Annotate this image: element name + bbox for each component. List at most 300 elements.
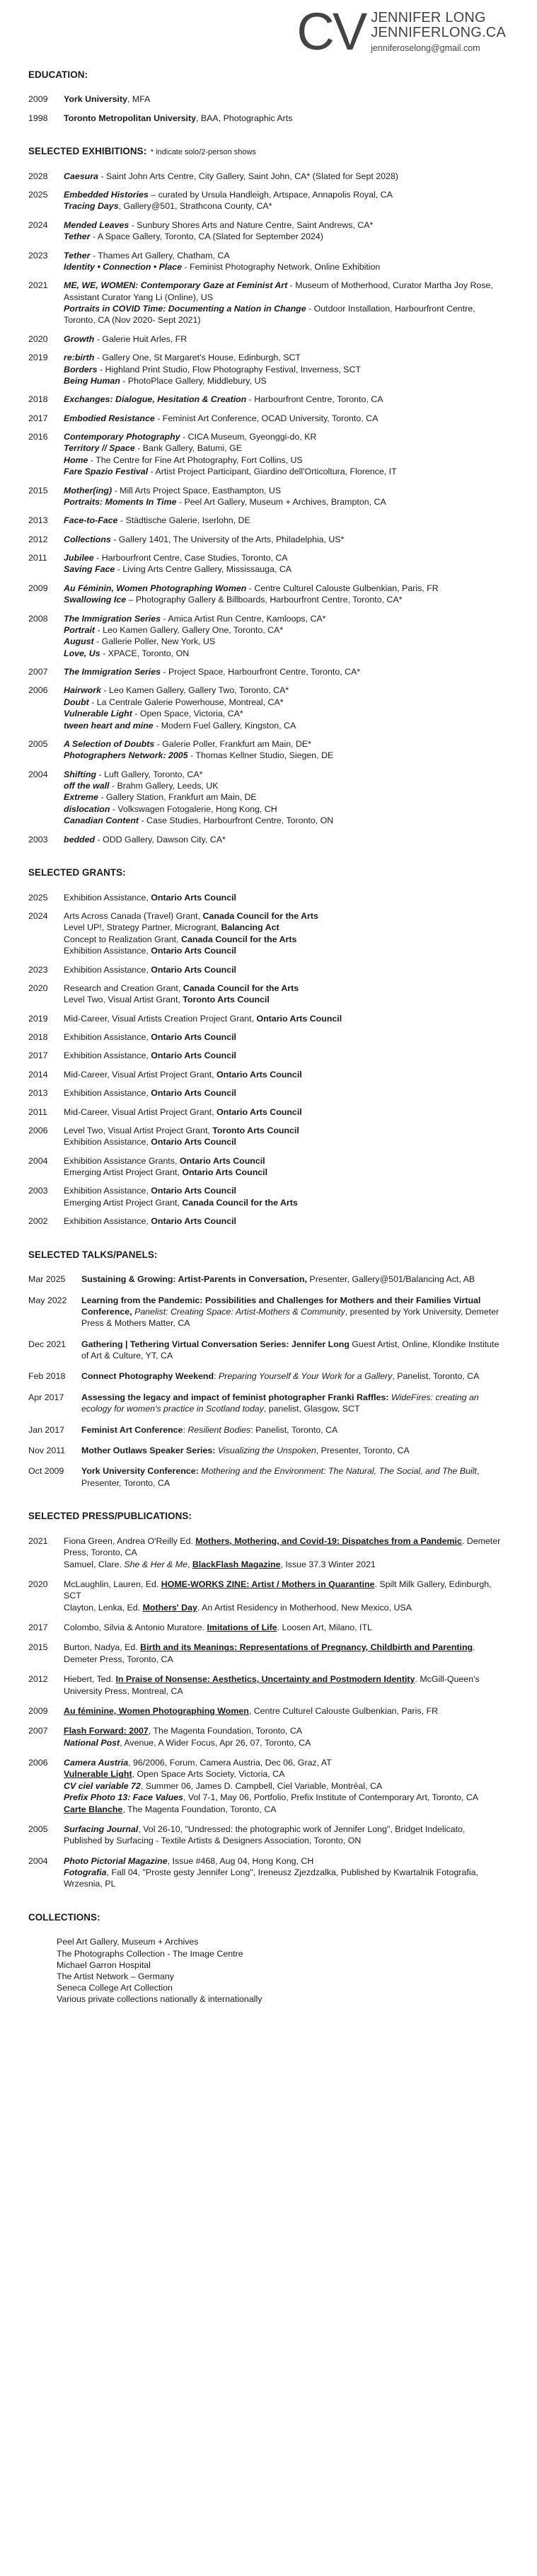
- entry-text: , The Magenta Foundation, Toronto, CA: [122, 1804, 277, 1814]
- entry-year: 2009: [28, 1705, 48, 1716]
- entry-text: Collections: [64, 534, 111, 544]
- entry-text: - Bank Gallery, Batumi, GE: [134, 443, 243, 454]
- entry-line: [64, 563, 506, 575]
- entry-text: , Avenue, A Wider Focus, Apr 26, 07, Toronto, CA: [120, 1737, 311, 1748]
- entry-text: Ontario Arts Council: [151, 1137, 236, 1147]
- entry-year: 2021: [28, 280, 48, 291]
- entry-text: Exhibition Assistance,: [64, 1186, 151, 1196]
- entry-line: [64, 1215, 506, 1227]
- entry-text: Mended Leaves: [64, 219, 129, 230]
- entry-text: Canada Council for the Arts: [182, 1197, 298, 1208]
- entry-line: [64, 375, 506, 387]
- entry-year: 2003: [28, 1186, 48, 1196]
- entry-year: 2014: [28, 1069, 48, 1080]
- entry-text: - Sunbury Shores Arts and Nature Centre, Saint Andrews, CA*: [129, 219, 374, 230]
- entry-text: - Highland Print Studio, Flow Photography Festival, Inverness, SCT: [97, 364, 362, 374]
- entry-text: Level UP!, Strategy Partner, Microgrant,: [64, 922, 221, 933]
- cv-entry: [28, 910, 506, 957]
- entry-text: McLaughlin, Lauren, Ed.: [64, 1579, 161, 1589]
- entry-line: [64, 552, 506, 563]
- entry-body: [64, 394, 506, 405]
- entry-text: Ontario Arts Council: [151, 964, 236, 975]
- cv-entry: [28, 534, 506, 545]
- entry-text: Feminist Art Conference: [81, 1424, 183, 1435]
- entry-line: [81, 1295, 506, 1329]
- entry-text: , Fall 04, "Proste gesty Jennifer Long", Ireneusz Zjezdzalka, Published by Kwartalnik Fotografia, Wrzesnia, PL: [64, 1867, 478, 1889]
- entry-text: - Saint John Arts Centre, City Gallery, Saint John, CA* (Slated for Sept 2028): [98, 171, 398, 181]
- entry-text: ,: [187, 1559, 192, 1569]
- entry-text: - Amica Artist Run Centre, Kamloops, CA*: [161, 613, 326, 624]
- entry-text: Ontario Arts Council: [151, 1088, 236, 1099]
- publication-title-link[interactable]: In Praise of Nonsense: Aesthetics, Uncertainty and Postmodern Identity: [115, 1674, 415, 1685]
- press-section: [28, 1510, 506, 1890]
- cv-entry: [28, 280, 506, 326]
- section-title: SELECTED PRESS/PUBLICATIONS:: [28, 1511, 192, 1522]
- entry-body: [64, 485, 506, 508]
- cv-entry: [28, 1013, 506, 1024]
- entry-line: [64, 983, 506, 994]
- publication-title-link[interactable]: Mothers, Mothering, and Covid-19: Dispatches from a Pandemic: [195, 1535, 462, 1546]
- entry-line: [64, 1125, 506, 1136]
- entry-text: Identity • Connection • Place: [64, 261, 183, 272]
- entry-text: Exhibition Assistance,: [64, 1032, 151, 1043]
- entry-text: Learning from the Pandemic: Possibilities and Challenges for Mothers and their Families Virtual Conference,: [81, 1295, 481, 1317]
- cv-entry: [28, 1757, 506, 1815]
- entry-text: - Brahm Gallery, Leeds, UK: [109, 781, 219, 791]
- cv-entry: [28, 113, 506, 124]
- entry-body: [64, 219, 506, 243]
- entry-text: Exchanges: Dialogue, Hesitation & Creation: [64, 394, 247, 405]
- entry-body: [81, 1370, 506, 1382]
- entry-text: Canada Council for the Arts: [183, 983, 299, 993]
- entry-line: [64, 352, 506, 363]
- entry-text: National Post: [64, 1737, 120, 1748]
- entry-text: Canada Council for the Arts: [202, 911, 318, 922]
- entry-year: 2017: [28, 1051, 48, 1061]
- entry-line: [64, 834, 506, 845]
- entry-text: Arts Across Canada (Travel) Grant,: [64, 911, 203, 922]
- entry-body: [64, 1106, 506, 1118]
- entry-text: WideFires: creating an ecology for women's practice in Scotland today: [81, 1392, 479, 1414]
- entry-body: [64, 1642, 506, 1665]
- entry-line: [81, 1273, 506, 1285]
- entry-text: Exhibition Assistance,: [64, 1088, 151, 1099]
- entry-text: . Demeter Press, Toronto, CA: [64, 1535, 501, 1558]
- entry-text: . Spilt Milk Gallery, Edinburgh, SCT: [64, 1579, 492, 1601]
- entry-text: , presented by York University, Demeter Press & Mothers Matter, CA: [81, 1306, 500, 1329]
- publication-title-link[interactable]: Imitations of Life: [207, 1622, 277, 1633]
- entry-text: Ontario Arts Council: [256, 1013, 342, 1024]
- publication-title-link[interactable]: Carte Blanche: [64, 1804, 123, 1814]
- entry-line: [64, 1642, 506, 1665]
- entry-year: 2009: [28, 583, 48, 593]
- entry-line: [64, 1867, 506, 1890]
- cv-entry: [28, 1185, 506, 1208]
- entry-text: Ontario Arts Council: [182, 1167, 268, 1178]
- entry-body: [64, 1855, 506, 1890]
- entry-line: [81, 1465, 506, 1489]
- entry-line: [64, 803, 506, 815]
- entry-text: Doubt: [64, 697, 89, 707]
- entry-line: [64, 1673, 506, 1697]
- cv-entry: [28, 1215, 506, 1227]
- entry-line: [64, 1185, 506, 1196]
- entry-year: 2005: [28, 738, 48, 749]
- website-link[interactable]: JENNIFERLONG.CA: [371, 24, 506, 40]
- collections-section: [28, 1911, 506, 2005]
- entry-text: - Thames Art Gallery, Chatham, CA: [90, 250, 230, 261]
- entry-line: [64, 1792, 506, 1803]
- entry-text: - Mill Arts Project Space, Easthampton, US: [112, 485, 282, 496]
- entry-line: [64, 994, 506, 1005]
- entry-text: Prefix Photo 13: Face Values: [64, 1792, 183, 1803]
- entry-body: [81, 1465, 506, 1489]
- entry-text: Hiebert, Ted.: [64, 1674, 116, 1685]
- entry-text: Toronto Arts Council: [183, 995, 270, 1005]
- entry-year: May 2022: [28, 1295, 67, 1305]
- entry-body: [64, 1535, 506, 1570]
- entry-body: [64, 552, 506, 576]
- publication-title-link[interactable]: BlackFlash Magazine: [192, 1559, 281, 1569]
- entry-line: [64, 1069, 506, 1080]
- entry-line: [64, 1780, 506, 1792]
- entry-line: [64, 910, 506, 922]
- cv-entry: [28, 219, 506, 243]
- entry-text: - Feminist Art Conference, OCAD University, Toronto, CA: [154, 413, 379, 423]
- entry-year: 2005: [28, 1824, 48, 1834]
- cv-entry: [28, 1855, 506, 1890]
- entry-text: , Issue #468, Aug 04, Hong Kong, CH: [167, 1855, 314, 1866]
- entry-year: 2012: [28, 1674, 48, 1685]
- entry-text: August: [64, 636, 94, 647]
- entry-line: [64, 1768, 506, 1780]
- entry-text: Tracing Days: [64, 201, 119, 212]
- entry-text: - XPACE, Toronto, ON: [100, 648, 190, 658]
- entry-line: [64, 189, 506, 200]
- email-link[interactable]: jenniferoselong@gmail.com: [371, 42, 480, 53]
- education-section: [28, 69, 506, 124]
- entry-body: [81, 1295, 506, 1329]
- entry-line: [81, 1339, 506, 1362]
- entry-line: [64, 1155, 506, 1167]
- entry-body: [64, 1673, 506, 1697]
- cv-entry: [28, 394, 506, 405]
- entry-year: 2012: [28, 534, 48, 544]
- entry-text: CV ciel variable 72: [64, 1780, 141, 1791]
- entry-text: Exhibition Assistance,: [64, 946, 151, 956]
- entry-text: Photo Pictorial Magazine: [64, 1855, 168, 1866]
- entry-body: [64, 93, 506, 105]
- entry-text: Mother Outlaws Speaker Series:: [81, 1445, 216, 1455]
- cv-entry: [28, 1295, 506, 1329]
- entry-body: [64, 983, 506, 1006]
- entry-body: [64, 1125, 506, 1148]
- entry-text: - The Centre for Fine Art Photography, Fort Collins, US: [88, 454, 303, 465]
- entry-text: - Gallery Station, Frankfurt am Main, DE: [98, 792, 257, 803]
- entry-line: [64, 1855, 506, 1867]
- entry-line: [64, 594, 506, 605]
- entry-text: :: [214, 1371, 219, 1382]
- entry-line: [64, 648, 506, 659]
- entry-year: 2018: [28, 1032, 48, 1043]
- entry-text: – curated by Ursula Handleigh, Artspace, Annapolis Royal, CA: [148, 190, 393, 200]
- entry-line: [64, 934, 506, 945]
- entry-text: - ODD Gallery, Dawson City, CA*: [95, 834, 226, 845]
- entry-text: , Issue 37.3 Winter 2021: [280, 1559, 376, 1569]
- entry-text: - Gallerie Poller, New York, US: [93, 636, 216, 647]
- entry-year: 2018: [28, 394, 48, 405]
- entry-line: [64, 945, 506, 956]
- entry-text: Ontario Arts Council: [151, 1216, 236, 1227]
- entry-line: [64, 113, 506, 124]
- entry-text: Mother(ing): [64, 485, 112, 496]
- entry-text: Embodied Resistance: [64, 413, 155, 423]
- entry-year: 2011: [28, 553, 47, 563]
- entry-text: Fotografia: [64, 1867, 107, 1878]
- entry-year: 2020: [28, 1579, 48, 1589]
- entry-body: [81, 1445, 506, 1456]
- entry-text: tween heart and mine: [64, 720, 154, 731]
- entry-line: [64, 515, 506, 526]
- entry-line: [64, 1106, 506, 1118]
- entry-year: 2003: [28, 834, 48, 845]
- header-text: [371, 11, 506, 55]
- entry-line: [64, 636, 506, 647]
- entry-line: [81, 1370, 506, 1382]
- entry-line: [64, 1804, 506, 1815]
- entry-year: 2023: [28, 964, 48, 975]
- cv-entry: [28, 1069, 506, 1080]
- cv-entry: [28, 485, 506, 508]
- entry-year: 2016: [28, 432, 48, 442]
- cv-entry: [28, 892, 506, 903]
- section-title: SELECTED TALKS/PANELS:: [28, 1249, 158, 1260]
- entry-text: Assessing the legacy and impact of feminist photographer Franki Raffles:: [81, 1392, 389, 1402]
- entry-text: - CICA Museum, Gyeonggi-do, KR: [180, 432, 317, 442]
- entry-text: Embedded Histories: [64, 190, 149, 200]
- entry-text: - Modern Fuel Gallery, Kingston, CA: [153, 720, 296, 731]
- entry-text: Au Féminin, Women Photographing Women: [64, 583, 247, 593]
- entry-text: - Galerie Huit Arles, FR: [94, 333, 187, 344]
- entry-line: [64, 496, 506, 508]
- entry-year: 1998: [28, 113, 48, 123]
- entry-line: [64, 708, 506, 719]
- entry-text: - Project Space, Harbourfront Centre, Toronto, CA*: [161, 667, 361, 677]
- entry-text: , Summer 06, James D. Campbell, Ciel Variable, Montréal, CA: [140, 1780, 383, 1791]
- entry-text: The Immigration Series: [64, 613, 161, 624]
- entry-year: 2017: [28, 413, 48, 423]
- entry-year: Apr 2017: [28, 1392, 64, 1402]
- collection-item: The Photographs Collection - The Image Centre: [57, 1948, 243, 1959]
- publication-title-link[interactable]: Mothers' Day: [142, 1602, 197, 1613]
- entry-body: [64, 1705, 506, 1717]
- entry-body: [64, 964, 506, 975]
- entry-text: Ontario Arts Council: [179, 1155, 265, 1166]
- collection-item: The Artist Network – Germany: [57, 1971, 174, 1981]
- cv-entry: [28, 1445, 506, 1456]
- grants-section: [28, 866, 506, 1227]
- entry-line: [81, 1445, 506, 1456]
- entry-body: [81, 1424, 506, 1436]
- entry-line: [81, 1424, 506, 1436]
- entry-text: - Volkswagen Fotogalerie, Hong Kong, CH: [110, 803, 277, 814]
- entry-text: Being Human: [64, 375, 120, 386]
- cv-entry: [28, 352, 506, 387]
- collections-list: [57, 1936, 506, 2005]
- cv-entry: [28, 93, 506, 105]
- entry-text: . An Artist Residency in Motherhood, New Mexico, USA: [197, 1602, 412, 1613]
- entry-body: [64, 892, 506, 903]
- entry-text: Caesura: [64, 171, 98, 181]
- entry-text: ME, WE, WOMEN: Contemporary Gaze at Feminist Art: [64, 280, 288, 291]
- entry-body: [64, 431, 506, 478]
- entry-text: Love, Us: [64, 648, 100, 658]
- entry-year: 2007: [28, 667, 48, 677]
- entry-text: bedded: [64, 834, 96, 845]
- entry-text: Presenter, Gallery@501/Balancing Act, AB: [306, 1274, 475, 1285]
- entry-text: Surfacing Journal: [64, 1824, 139, 1834]
- entry-line: [64, 613, 506, 624]
- cv-entry: [28, 1050, 506, 1061]
- entry-text: , Open Space Arts Society, Victoria, CA: [132, 1769, 285, 1780]
- entry-text: Ontario Arts Council: [151, 1051, 236, 1061]
- publication-title-link[interactable]: Flash Forward: 2007: [64, 1726, 149, 1736]
- entry-text: :: [183, 1424, 188, 1435]
- entry-year: 2021: [28, 1535, 48, 1546]
- entry-body: [64, 613, 506, 660]
- entry-text: , MFA: [127, 94, 151, 105]
- section-note: * indicate solo/2-person shows: [150, 148, 256, 157]
- publication-title-link[interactable]: Au féminine, Women Photographing Women: [64, 1705, 249, 1716]
- cv-header: [28, 2, 506, 61]
- entry-text: Guest Artist, Online, Klondike Institute of Art & Culture, YT, CA: [81, 1339, 500, 1361]
- cv-entry: [28, 413, 506, 424]
- cv-entry: [28, 1424, 506, 1436]
- cv-entry: [28, 333, 506, 345]
- entry-text: - Open Space, Victoria, CA*: [132, 709, 243, 719]
- entry-text: - Centre Culturel Calouste Gulbenkian, Paris, FR: [246, 583, 439, 593]
- cv-entry: [28, 1824, 506, 1847]
- entry-text: - Städtische Galerie, Iserlohn, DE: [117, 515, 250, 526]
- entry-text: , BAA, Photographic Arts: [196, 113, 293, 123]
- publication-title-link[interactable]: Vulnerable Light: [64, 1769, 132, 1780]
- cv-entry: [28, 1705, 506, 1717]
- entry-text: Hairwork: [64, 685, 102, 696]
- entry-line: [64, 364, 506, 375]
- entry-body: [64, 515, 506, 526]
- entry-body: [64, 1087, 506, 1099]
- publication-title-link[interactable]: HOME-WORKS ZINE: Artist / Mothers in Quarantine: [161, 1579, 375, 1589]
- entry-line: [64, 750, 506, 761]
- entry-text: Balancing Act: [221, 922, 279, 933]
- cv-entry: [28, 1031, 506, 1043]
- entry-text: . Loosen Art, Milano, ITL: [277, 1622, 372, 1633]
- entry-year: 2028: [28, 171, 48, 181]
- entry-text: - Leo Kamen Gallery, Gallery One, Toronto, CA*: [95, 624, 284, 635]
- cv-logo-mark: CV: [296, 2, 366, 61]
- entry-line: [64, 333, 506, 345]
- entry-line: [64, 738, 506, 750]
- entry-line: [64, 769, 506, 780]
- publication-title-link[interactable]: Birth and its Meanings: Representations of Pregnancy, Childbirth and Parenting: [140, 1642, 473, 1653]
- entry-line: [64, 1559, 506, 1570]
- entry-text: Jubilee: [64, 553, 94, 563]
- entry-text: Colombo, Silvia & Antonio Muratore.: [64, 1622, 207, 1633]
- entry-text: Resilient Bodies: [187, 1424, 251, 1435]
- entry-text: , Vol 7-1, May 06, Portfolio, Prefix Institute of Contemporary Art, Toronto, CA: [183, 1792, 479, 1803]
- section-title: SELECTED EXHIBITIONS:: [28, 146, 147, 157]
- section-title: COLLECTIONS:: [28, 1911, 100, 1923]
- entry-body: [64, 534, 506, 545]
- cv-entry: [28, 1370, 506, 1382]
- entry-line: [64, 1031, 506, 1043]
- entry-line: [64, 815, 506, 826]
- entry-line: [64, 219, 506, 231]
- entry-line: [64, 485, 506, 496]
- entry-line: [64, 280, 506, 303]
- entry-line: [64, 1705, 506, 1717]
- entry-year: 2025: [28, 892, 48, 903]
- entry-text: - Harbourfront Centre, Case Studies, Toronto, CA: [93, 553, 288, 563]
- entry-text: Gathering | Tethering Virtual Conversation Series: Jennifer Long: [81, 1339, 350, 1349]
- entry-text: , The Magenta Foundation, Toronto, CA: [148, 1726, 303, 1736]
- entry-line: [64, 720, 506, 731]
- cv-entry: [28, 685, 506, 731]
- cv-entry: [28, 1465, 506, 1489]
- entry-body: [64, 1031, 506, 1043]
- entry-text: Level Two, Visual Artist Grant,: [64, 995, 183, 1005]
- entry-year: 2004: [28, 769, 48, 779]
- entry-text: Fiona Green, Andrea O'Reilly Ed.: [64, 1535, 196, 1546]
- entry-body: [64, 666, 506, 677]
- entry-text: - Gallery One, St Margaret's House, Edinburgh, SCT: [94, 353, 301, 363]
- entry-text: Panelist: Creating Space: Artist-Mothers & Community: [134, 1306, 345, 1317]
- entry-text: A Selection of Doubts: [64, 738, 155, 749]
- cv-entry: [28, 1155, 506, 1179]
- entry-year: 2023: [28, 250, 48, 261]
- entry-text: - Harbourfront Centre, Toronto, CA: [246, 394, 383, 405]
- entry-text: - Leo Kamen Gallery, Gallery Two, Toronto, CA*: [101, 685, 289, 696]
- entry-line: [64, 1579, 506, 1602]
- entry-text: Exhibition Assistance,: [64, 892, 151, 903]
- entry-text: . McGill-Queen's University Press, Montreal, CA: [64, 1674, 480, 1696]
- entry-text: Ontario Arts Council: [151, 892, 236, 903]
- entry-line: [64, 534, 506, 545]
- entry-body: [64, 1757, 506, 1815]
- entry-line: [64, 685, 506, 696]
- entry-line: [64, 1602, 506, 1613]
- cv-entry: [28, 552, 506, 576]
- cv-entry: [28, 250, 506, 273]
- entry-text: Territory // Space: [64, 443, 135, 454]
- entry-body: [64, 1050, 506, 1061]
- entry-year: Nov 2011: [28, 1445, 66, 1455]
- cv-entry: [28, 1535, 506, 1570]
- entry-year: 2009: [28, 94, 48, 105]
- entry-text: , Centre Culturel Calouste Gulbenkian, Paris, FR: [248, 1705, 439, 1716]
- entry-line: [64, 1087, 506, 1099]
- entry-body: [64, 1622, 506, 1633]
- cv-entry: [28, 1339, 506, 1362]
- entry-text: Swallowing Ice: [64, 595, 127, 605]
- entry-body: [64, 1069, 506, 1080]
- entry-text: Toronto Metropolitan University: [64, 113, 197, 123]
- entry-body: [64, 769, 506, 827]
- entry-body: [64, 1155, 506, 1179]
- collection-item: Michael Garron Hospital: [57, 1959, 151, 1970]
- entry-text: - Peel Art Gallery, Museum + Archives, Brampton, CA: [176, 496, 386, 507]
- entry-line: [64, 1725, 506, 1736]
